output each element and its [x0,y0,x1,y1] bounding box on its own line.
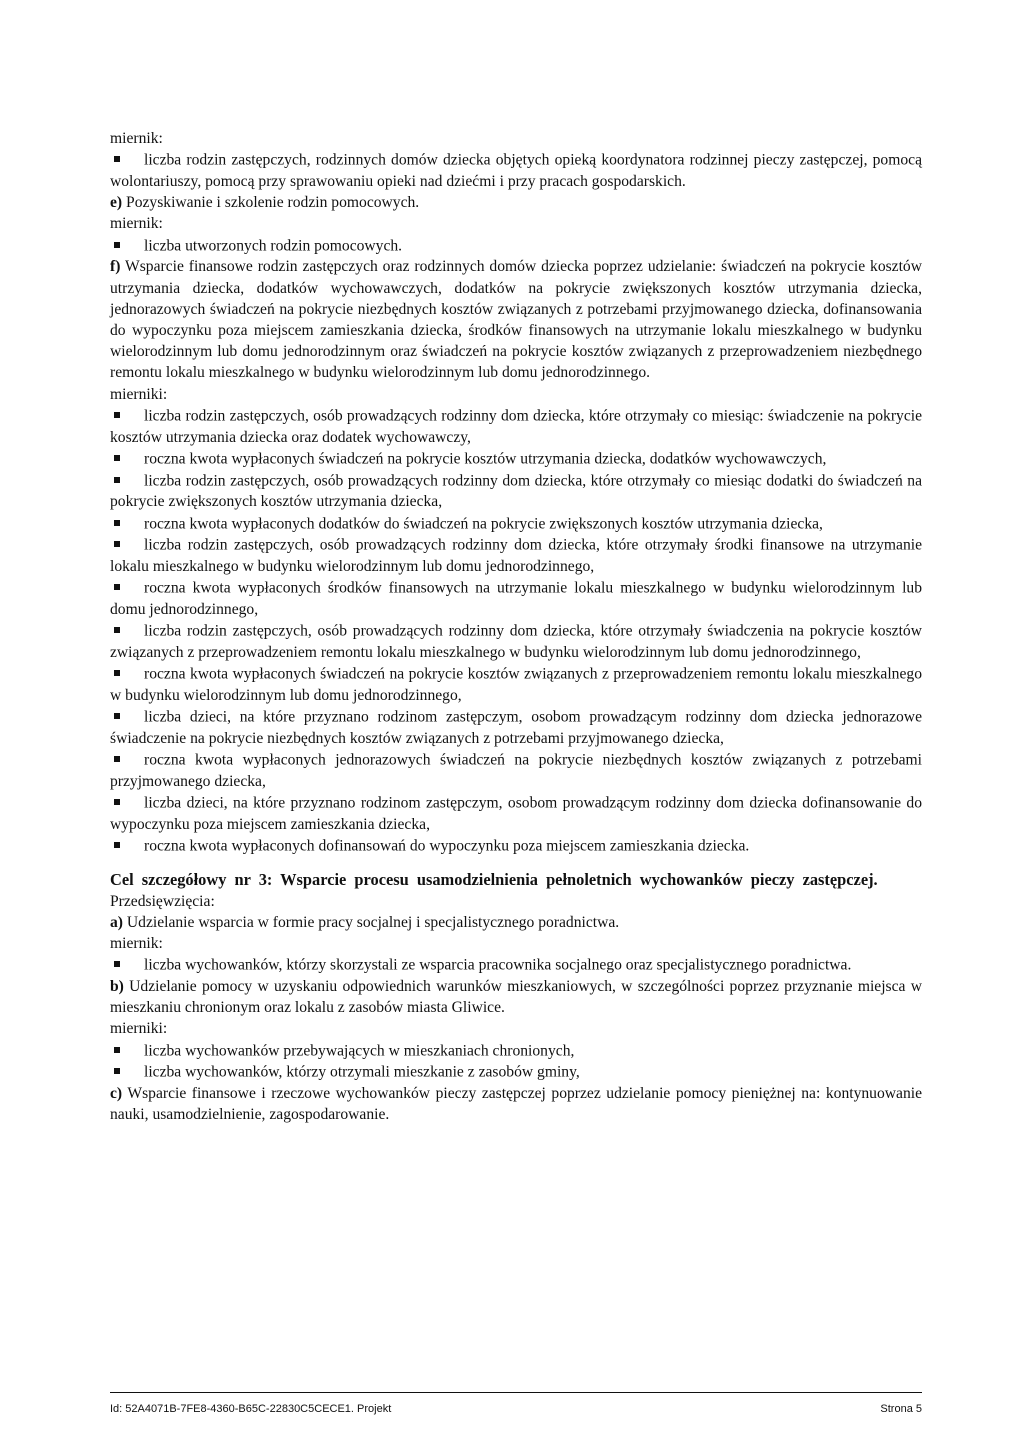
bullet-item [110,1061,922,1083]
paragraph-text: miernik: [110,130,163,147]
section-heading-text: Cel szczegółowy nr 3: Wsparcie procesu usamodzielnienia pełnoletnich wychowanków pieczy zastępczej. [110,870,878,890]
paragraph-text: mierniki: [110,385,168,403]
paragraph-text: Przedsięwzięcia: [110,892,215,910]
section-heading [110,869,922,890]
page-number: Strona 5 [880,1403,922,1415]
bullet-text: liczba wychowanków przebywających w mieszkaniach chronionych, [144,1042,575,1060]
bullet-text: liczba wychowanków, którzy otrzymali mieszkanie z zasobów gminy, [144,1064,580,1082]
paragraph-text: Udzielanie pomocy w uzyskaniu odpowiednich warunków mieszkaniowych, w szczególności poprzez przyznanie miejsca w mieszkaniu chronionym oraz lokalu z zasobów miasta Gliwice. [110,978,922,1017]
bullet-icon [114,954,122,970]
bullet-icon [114,792,122,808]
paragraph [110,1018,922,1039]
paragraph [110,912,922,933]
list-marker: c) [110,1085,123,1103]
bullet-item [110,706,922,749]
bullet-item [110,534,922,577]
bullet-icon [114,405,122,421]
paragraph [110,976,922,1018]
bullet-item [110,405,922,448]
bullet-text: liczba rodzin zastępczych, osób prowadzących rodzinny dom dziecka, które otrzymały świadczenia na pokrycie kosztów związanych z przeprowadzeniem remontu lokalu mieszkalnego w budynku wielorodzinnym lub domu jednorodzinnego, [110,623,922,662]
paragraph-text: Wsparcie finansowe i rzeczowe wychowanków pieczy zastępczej poprzez udzielanie pomocy pieniężnej na: kontynuowanie nauki, usamodzielnienie, zagospodarowanie. [110,1085,922,1124]
bullet-text: roczna kwota wypłaconych jednorazowych świadczeń na pokrycie niezbędnych kosztów związanych z potrzebami przyjmowanego dziecka, [110,752,922,791]
bullet-item [110,149,922,192]
list-marker: b) [110,978,124,996]
bullet-text: liczba rodzin zastępczych, osób prowadzących rodzinny dom dziecka, które otrzymały środki finansowe na utrzymanie lokalu mieszkalnego w budynku wielorodzinnym lub domu jednorodzinnego, [110,537,922,576]
document-body [110,128,922,1126]
paragraph [110,384,922,405]
bullet-icon [114,235,122,251]
bullet-icon [114,513,122,529]
paragraph-text: mierniki: [110,1020,168,1038]
bullet-item [110,749,922,792]
bullet-icon [114,835,122,851]
bullet-icon [114,534,122,550]
paragraph [110,128,922,149]
document-id: Id: 52A4071B-7FE8-4360-B65C-22830C5CECE1. Projekt [110,1403,392,1415]
paragraph-text: Wsparcie finansowe rodzin zastępczych oraz rodzinnych domów dziecka poprzez udzielanie: świadczeń na pokrycie kosztów utrzymania dziecka, dodatków wychowawczych, dodatków na pokrycie zwiększonych kosztów utrzymania dziecka, jednorazowych świadczeń na pokrycie niezbędnych kosztów związanych z potrzebami przyjmowanego dziecka, dofinansowania do wypoczynku poza miejscem zamieszkania dziecka, środków finansowych na utrzymanie lokalu mieszkalnego w budynku wielorodzinnym lub domu jednorodzinnym oraz świadczeń na pokrycie kosztów związanych z przeprowadzeniem niezbędnego remontu lokalu mieszkalnego w budynku wielorodzinnym lub domu jednorodzinnego. [110,258,922,382]
bullet-icon [114,448,122,464]
bullet-text: liczba rodzin zastępczych, osób prowadzących rodzinny dom dziecka, które otrzymały co miesiąc: świadczenie na pokrycie kosztów utrzymania dziecka oraz dodatek wychowawczy, [110,407,922,446]
bullet-item [110,513,922,535]
bullet-item [110,835,922,857]
bullet-item [110,235,922,257]
paragraph-text: miernik: [110,935,163,953]
bullet-text: roczna kwota wypłaconych świadczeń na pokrycie kosztów związanych z przeprowadzeniem remontu lokalu mieszkalnego w budynku wielorodzinnym lub domu jednorodzinnego, [110,666,922,705]
bullet-text: roczna kwota wypłaconych środków finansowych na utrzymanie lokalu mieszkalnego w budynku wielorodzinnym lub domu jednorodzinnego, [110,580,922,619]
bullet-item [110,620,922,663]
bullet-text: liczba wychowanków, którzy skorzystali ze wsparcia pracownika socjalnego oraz specjalistycznego poradnictwa. [144,956,852,974]
bullet-icon [114,149,122,165]
page-footer [110,1392,922,1415]
bullet-icon [114,749,122,765]
bullet-text: roczna kwota wypłaconych dofinansowań do wypoczynku poza miejscem zamieszkania dziecka. [144,838,750,856]
list-marker: f) [110,258,121,276]
paragraph [110,1083,922,1125]
paragraph [110,256,922,383]
paragraph-text: Pozyskiwanie i szkolenie rodzin pomocowych. [122,194,420,212]
bullet-text: roczna kwota wypłaconych dodatków do świadczeń na pokrycie zwiększonych kosztów utrzymania dziecka, [144,515,823,533]
bullet-icon [114,1040,122,1056]
paragraph [110,891,922,912]
bullet-item [110,663,922,706]
bullet-text: liczba dzieci, na które przyznano rodzinom zastępczym, osobom prowadzącym rodzinny dom dziecka jednorazowe świadczenie na pokrycie niezbędnych kosztów związanych z potrzebami przyjmowanego dziecka, [110,709,922,748]
bullet-text: liczba dzieci, na które przyznano rodzinom zastępczym, osobom prowadzącym rodzinny dom dziecka dofinansowanie do wypoczynku poza miejscem zamieszkania dziecka, [110,795,922,834]
paragraph-text: miernik: [110,215,163,233]
bullet-icon [114,706,122,722]
list-marker: a) [110,913,123,931]
bullet-item [110,448,922,470]
bullet-icon [114,1061,122,1077]
bullet-text: liczba utworzonych rodzin pomocowych. [144,237,403,255]
bullet-icon [114,663,122,679]
paragraph [110,933,922,954]
paragraph [110,213,922,234]
bullet-icon [114,577,122,593]
bullet-item [110,954,922,976]
bullet-text: liczba rodzin zastępczych, rodzinnych domów dziecka objętych opieką koordynatora rodzinnej pieczy zastępczej, pomocą wolontariuszy, pomocą przy sprawowaniu opieki nad dziećmi i przy pracach gospodarskich. [110,151,922,190]
bullet-text: liczba rodzin zastępczych, osób prowadzących rodzinny dom dziecka, które otrzymały co miesiąc dodatki do świadczeń na pokrycie zwiększonych kosztów utrzymania dziecka, [110,472,922,511]
bullet-text: roczna kwota wypłaconych świadczeń na pokrycie kosztów utrzymania dziecka, dodatków wychowawczych, [144,450,827,468]
list-marker: e) [110,194,123,212]
bullet-item [110,577,922,620]
bullet-item [110,792,922,835]
bullet-item [110,470,922,513]
paragraph-text: Udzielanie wsparcia w formie pracy socjalnej i specjalistycznego poradnictwa. [123,913,620,931]
bullet-item [110,1040,922,1062]
bullet-icon [114,620,122,636]
bullet-icon [114,470,122,486]
paragraph [110,192,922,213]
